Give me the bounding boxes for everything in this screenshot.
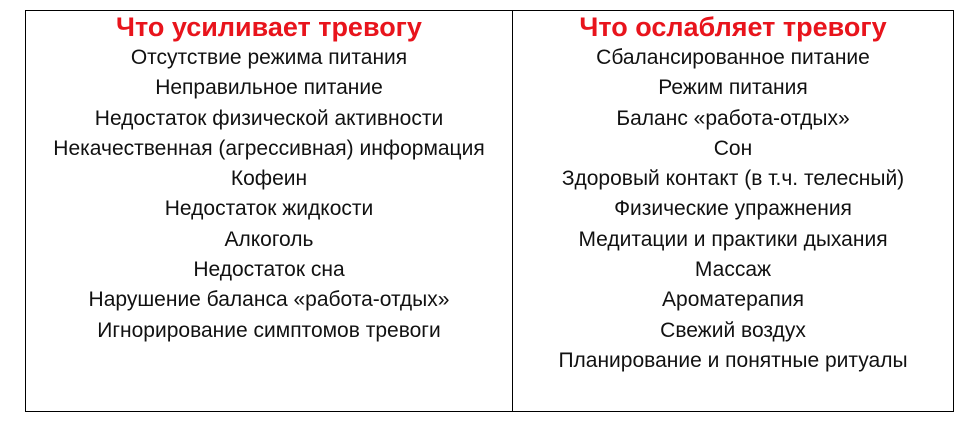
- list-item: Режим питания: [658, 76, 808, 100]
- list-item: Баланс «работа-отдых»: [616, 106, 850, 130]
- column-increases-anxiety: [26, 11, 513, 411]
- comparison-table: [25, 10, 954, 412]
- list-reduces-anxiety: [513, 43, 953, 376]
- list-item: Алкоголь: [224, 227, 314, 251]
- column-reduces-anxiety: [513, 11, 953, 411]
- list-item: Физические упражнения: [614, 197, 852, 221]
- column-title-increases-anxiety: Что усиливает тревогу: [116, 12, 422, 42]
- list-item: Игнорирование симптомов тревоги: [97, 318, 441, 342]
- list-item: Нарушение баланса «работа-отдых»: [88, 288, 450, 312]
- list-item: Массаж: [694, 258, 772, 282]
- list-increases-anxiety: [26, 43, 512, 346]
- list-item: Медитации и практики дыхания: [578, 227, 888, 251]
- list-item: Ароматерапия: [662, 288, 804, 312]
- list-item: Кофеин: [230, 167, 308, 191]
- list-item: Планирование и понятные ритуалы: [558, 348, 908, 372]
- list-item: Сон: [713, 136, 753, 160]
- list-item: Недостаток физической активности: [94, 106, 444, 130]
- list-item: Некачественная (агрессивная) информация: [53, 136, 485, 160]
- list-item: Неправильное питание: [155, 76, 383, 100]
- list-item: Отсутствие режима питания: [130, 46, 408, 69]
- list-item: Здоровый контакт (в т.ч. телесный): [561, 167, 905, 191]
- list-item: Сбалансированное питание: [596, 46, 870, 69]
- list-item: Недостаток жидкости: [164, 197, 374, 221]
- list-item: Недостаток сна: [193, 258, 345, 282]
- list-item: Свежий воздух: [660, 318, 806, 342]
- column-title-reduces-anxiety: Что ослабляет тревогу: [579, 12, 887, 42]
